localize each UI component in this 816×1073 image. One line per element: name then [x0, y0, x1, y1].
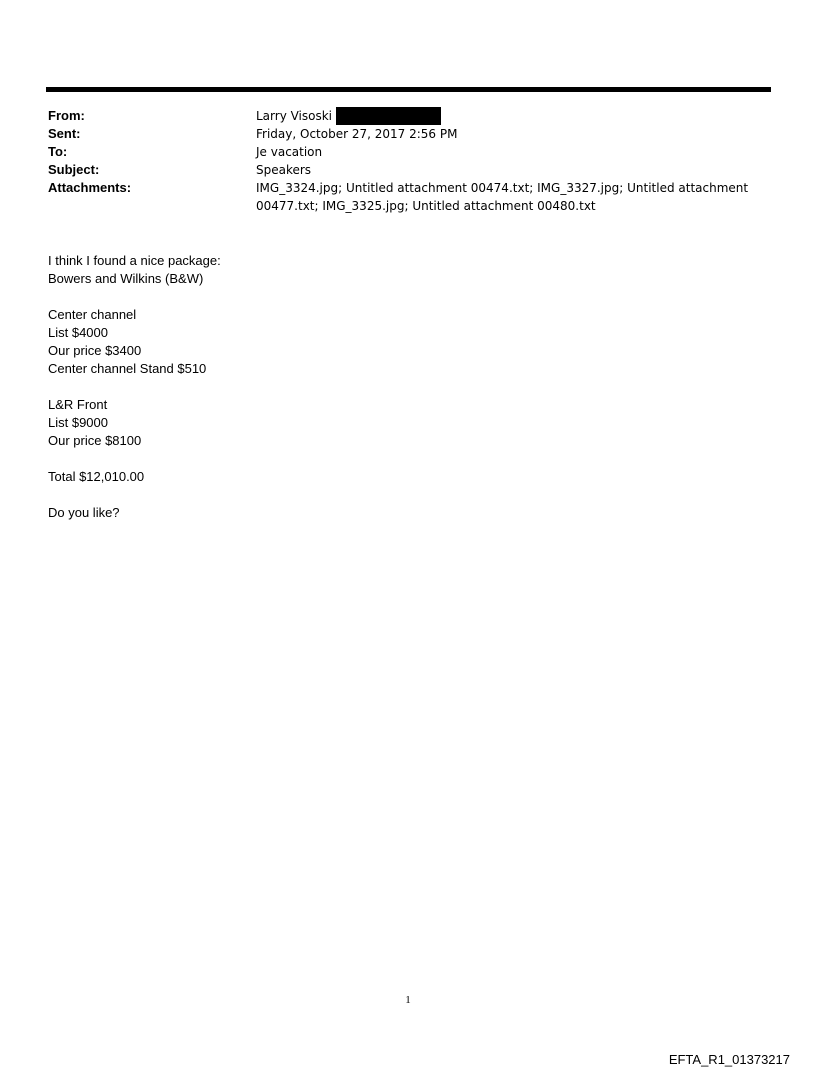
from-row	[48, 107, 768, 125]
body-line: Bowers and Wilkins (B&W)	[48, 271, 204, 286]
subject-label: Subject:	[48, 162, 100, 177]
body-line: Do you like?	[48, 505, 120, 520]
email-body	[48, 252, 648, 540]
body-line: Center channel Stand $510	[48, 361, 207, 376]
intro-paragraph	[48, 252, 648, 288]
sent-row	[48, 125, 768, 143]
to-value: Je vacation	[256, 145, 323, 159]
front-speakers-paragraph	[48, 396, 648, 450]
closing-paragraph	[48, 504, 648, 522]
sender-name: Larry Visoski	[256, 109, 333, 123]
email-header	[48, 107, 768, 215]
total-paragraph	[48, 468, 648, 486]
from-label: From:	[48, 108, 85, 123]
attachments-label: Attachments:	[48, 180, 132, 195]
to-label: To:	[48, 144, 68, 159]
attachments-value	[256, 179, 768, 215]
body-line: Center channel	[48, 307, 137, 322]
sent-label: Sent:	[48, 126, 81, 141]
page-number: 1	[405, 994, 411, 1006]
document-id: EFTA_R1_01373217	[668, 1052, 790, 1067]
center-channel-paragraph	[48, 306, 648, 378]
attachments-line-2: 00477.txt; IMG_3325.jpg; Untitled attachment 00480.txt	[256, 199, 596, 213]
header-rule	[46, 87, 771, 92]
body-line: Our price $8100	[48, 433, 142, 448]
body-line: List $9000	[48, 415, 108, 430]
body-line: Our price $3400	[48, 343, 142, 358]
body-line: List $4000	[48, 325, 108, 340]
from-value	[256, 107, 768, 125]
subject-row	[48, 161, 768, 179]
attachments-row	[48, 179, 768, 215]
attachments-line-1: IMG_3324.jpg; Untitled attachment 00474.txt; IMG_3327.jpg; Untitled attachment	[256, 181, 749, 195]
body-line: L&R Front	[48, 397, 108, 412]
body-line: I think I found a nice package:	[48, 253, 221, 268]
sent-value: Friday, October 27, 2017 2:56 PM	[256, 127, 458, 141]
to-row	[48, 143, 768, 161]
subject-value: Speakers	[256, 163, 312, 177]
redaction-box	[336, 107, 441, 125]
body-line: Total $12,010.00	[48, 469, 145, 484]
